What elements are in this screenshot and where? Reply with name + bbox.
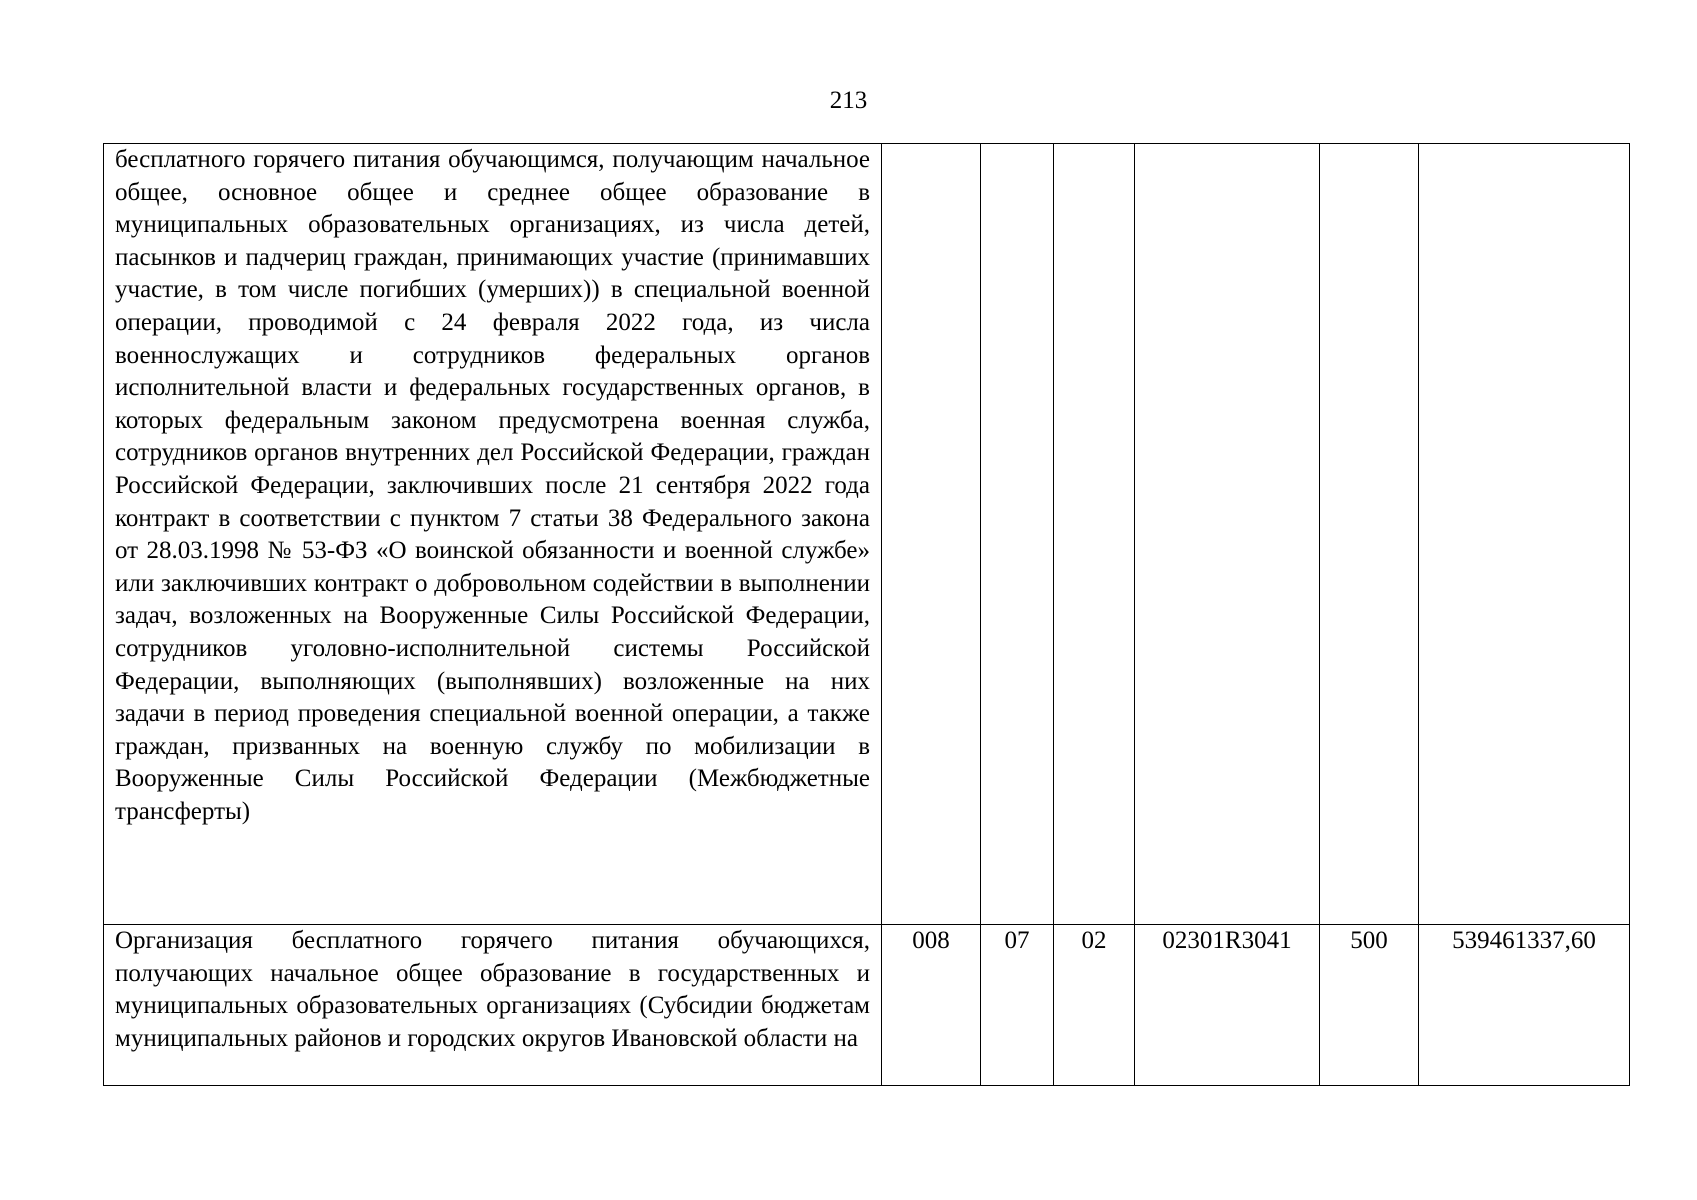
ministry-code: 008	[882, 925, 981, 1086]
section-code: 07	[981, 925, 1054, 1086]
subsection-code	[1054, 144, 1135, 925]
ministry-code	[882, 144, 981, 925]
row-description: Организация бесплатного горячего питания обучающихся, получающих начальное общее образование в государственных и муниципальных образовательных организациях (Субсидии бюджетам муниципальных районов и городских округов Ивановской области на	[104, 925, 882, 1086]
page-number: 213	[829, 87, 868, 114]
section-code	[981, 144, 1054, 925]
target-article-code: 02301R3041	[1135, 925, 1320, 1086]
expense-type-code	[1320, 144, 1419, 925]
amount: 539461337,60	[1419, 925, 1630, 1086]
expense-type-code: 500	[1320, 925, 1419, 1086]
budget-table	[103, 143, 1630, 1086]
table-row	[104, 144, 1630, 925]
row-description: бесплатного горячего питания обучающимся, получающим начальное общее, основное общее и среднее общее образование в муниципальных образовательных организациях, из числа детей, пасынков и падчериц граждан, принимающих участие (принимавших участие, в том числе погибших (умерших)) в специальной военной операции, проводимой с 24 февраля 2022 года, из числа военнослужащих и сотрудников федеральных органов исполнительной власти и федеральных государственных органов, в которых федеральным законом предусмотрена военная служба, сотрудников органов внутренних дел Российской Федерации, граждан Российской Федерации, заключивших после 21 сентября 2022 года контракт в соответствии с пунктом 7 статьи 38 Федерального закона от 28.03.1998 № 53-ФЗ «О воинской обязанности и военной службе» или заключивших контракт о добровольном содействии в выполнении задач, возложенных на Вооруженные Силы Российской Федерации, сотрудников уголовно-исполнительной системы Российской Федерации, выполняющих (выполнявших) возложенные на них задачи в период проведения специальной военной операции, а также граждан, призванных на военную службу по мобилизации в Вооруженные Силы Российской Федерации (Межбюджетные трансферты)	[104, 144, 882, 925]
amount	[1419, 144, 1630, 925]
table-row	[104, 925, 1630, 1086]
subsection-code: 02	[1054, 925, 1135, 1086]
target-article-code	[1135, 144, 1320, 925]
